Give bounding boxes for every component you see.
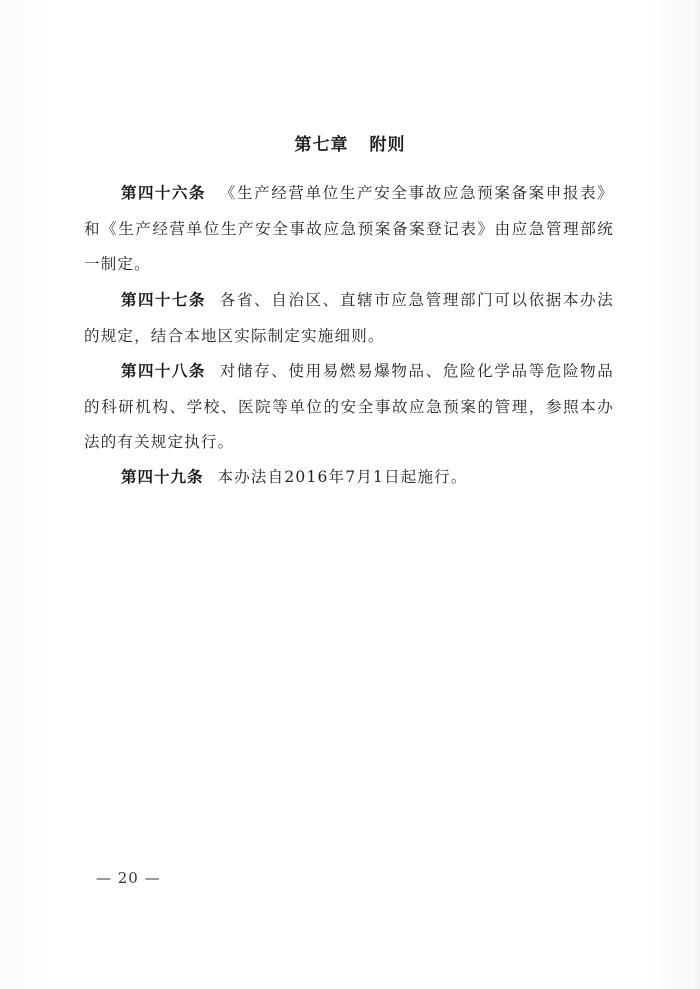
article-label: 第四十八条 [121, 362, 206, 380]
article-text: 本办法自2016年7月1日起施行。 [217, 468, 468, 486]
article-label: 第四十六条 [121, 184, 206, 202]
article-text: 对储存、使用易燃易爆物品、危险化学品等危险物品的科研机构、学校、医院等单位的安全事故应急预案的管理，参照本办法的有关规定执行。 [84, 362, 614, 451]
article-text: 《生产经营单位生产安全事故应急预案备案申报表》和《生产经营单位生产安全事故应急预案备案登记表》由应急管理部统一制定。 [84, 184, 614, 273]
article-48 [84, 354, 614, 461]
article-label: 第四十九条 [121, 468, 204, 486]
chapter-title: 第七章 附则 [294, 135, 406, 155]
page-number: — 20 — [96, 869, 161, 887]
article-46 [84, 176, 614, 283]
scan-edge-shadow [690, 0, 700, 989]
article-text: 各省、自治区、直辖市应急管理部门可以依据本办法的规定，结合本地区实际制定实施细则。 [84, 291, 614, 345]
article-label: 第四十七条 [121, 291, 206, 309]
article-47 [84, 283, 614, 354]
article-49 [84, 460, 614, 496]
